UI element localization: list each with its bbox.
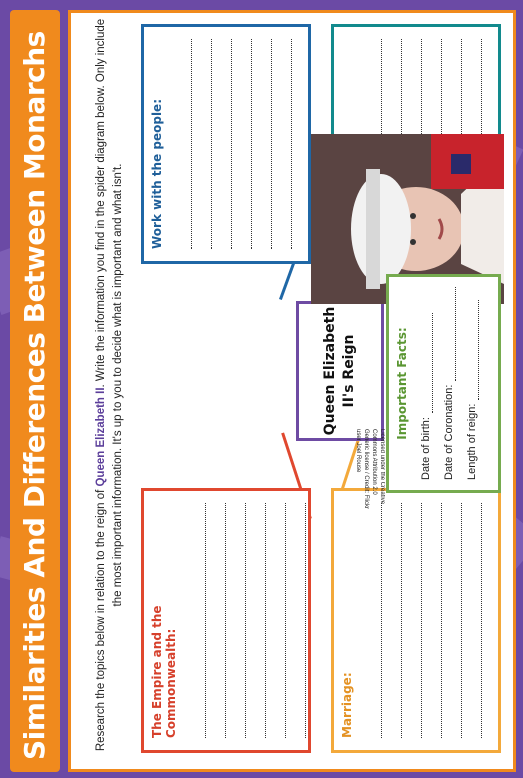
marriage-box [331,488,501,753]
instructions-highlight: Queen Elizabeth II [95,387,107,487]
empire-commonwealth-box [141,488,311,753]
length-of-reign-field[interactable]: Length of reign: [461,287,484,480]
answer-line[interactable] [192,39,212,249]
marriage-heading: Marriage: [340,672,354,738]
title-banner [10,10,60,772]
answer-line[interactable] [442,503,462,738]
work-with-people-box [141,24,311,264]
answer-line[interactable] [246,503,266,738]
answer-line[interactable] [226,503,246,738]
answer-line[interactable] [172,39,192,249]
answer-line[interactable] [266,503,286,738]
center-title: Queen Elizabeth II's Reign [322,306,357,436]
answer-line[interactable] [422,503,442,738]
answer-line[interactable] [462,503,482,738]
important-facts-heading: Important Facts: [395,327,409,440]
answer-line[interactable] [252,39,272,249]
worksheet-paper [68,10,516,772]
empire-commonwealth-heading: The Empire and the Commonwealth: [150,605,178,738]
page-title: Similarities And Differences Between Monarchs [18,31,51,760]
center-title-box [296,301,384,441]
instructions: Research the topics below in relation to the reign of Queen Elizabeth II. Write the information you find in the spider diagram below. Only include the most important information. It's up to you to decide what is important and what isn't. [95,18,124,752]
answer-line[interactable] [186,503,206,738]
answer-line[interactable] [206,503,226,738]
answer-line[interactable] [362,503,382,738]
answer-line[interactable] [286,503,306,738]
answer-line[interactable] [402,503,422,738]
answer-line[interactable] [212,39,232,249]
answer-line[interactable] [382,503,402,738]
date-of-birth-field[interactable]: Date of birth: [415,287,438,480]
answer-line[interactable] [232,39,252,249]
work-with-people-heading: Work with the people: [150,99,164,249]
important-facts-box [386,274,501,493]
answer-line[interactable] [272,39,292,249]
image-credit: Licensed under the Creative Commons Attribution 2.0 Generic license / Credit: Flickr user Joel Rouse [355,429,385,510]
date-of-coronation-field[interactable]: Date of Coronation: [438,287,461,480]
